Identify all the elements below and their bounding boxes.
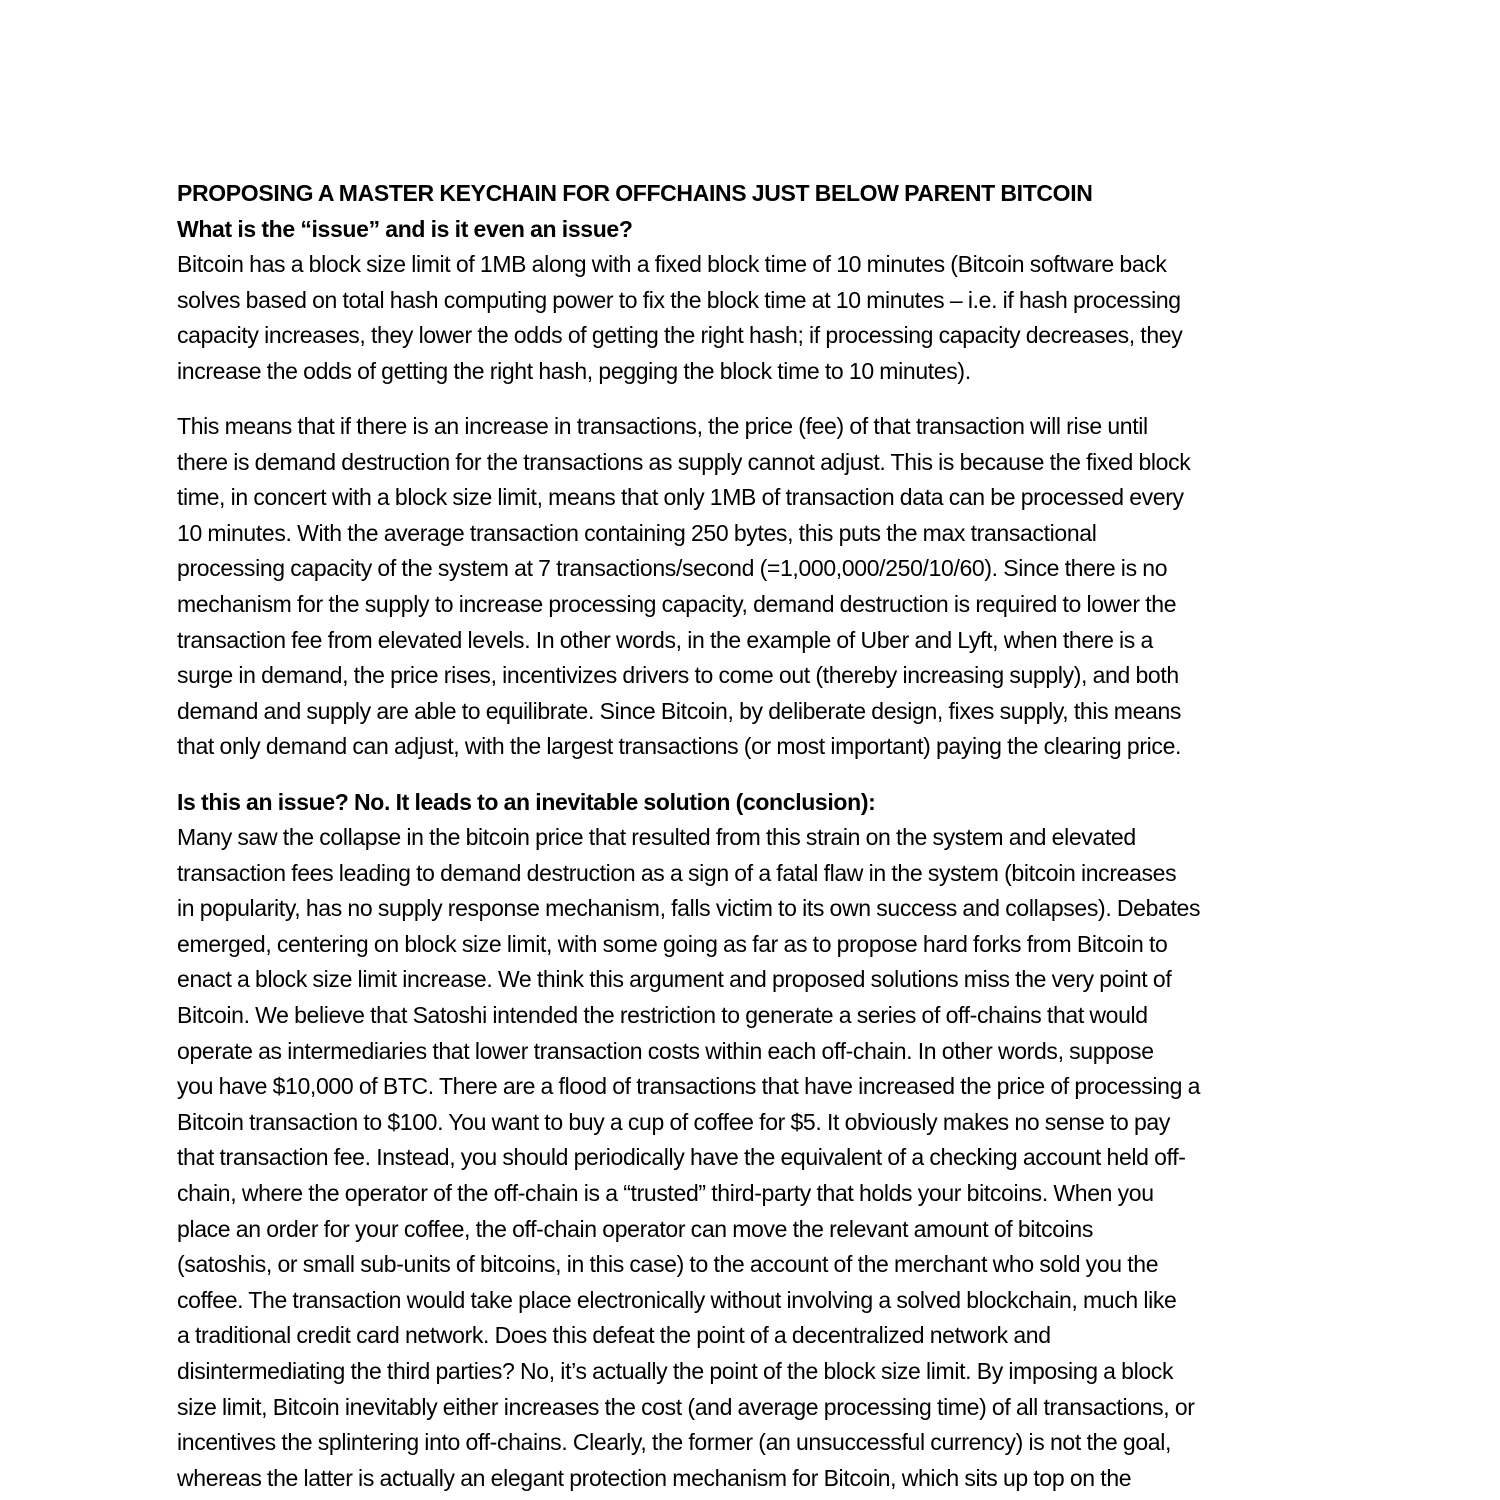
paragraph-line: transaction fee from elevated levels. In other words, in the example of Uber and Lyft, when there is a xyxy=(177,626,1153,653)
paragraph-line: that transaction fee. Instead, you should periodically have the equivalent of a checking account held off- xyxy=(177,1144,1186,1171)
paragraph-line: place an order for your coffee, the off-chain operator can move the relevant amount of bitcoins xyxy=(177,1215,1094,1242)
paragraph-line: demand and supply are able to equilibrate. Since Bitcoin, by deliberate design, fixes supply, this means xyxy=(177,697,1182,724)
paragraph-line: surge in demand, the price rises, incentivizes drivers to come out (thereby increasing supply), and both xyxy=(177,662,1179,689)
paragraph-line: you have $10,000 of BTC. There are a flood of transactions that have increased the price of processing a xyxy=(177,1073,1201,1100)
paragraph-line: Bitcoin has a block size limit of 1MB along with a fixed block time of 10 minutes (Bitcoin software back xyxy=(177,251,1167,278)
paragraph-line: incentives the splintering into off-chains. Clearly, the former (an unsuccessful currency) is not the goal, xyxy=(177,1429,1172,1456)
paragraph-line: emerged, centering on block size limit, with some going as far as to propose hard forks from Bitcoin to xyxy=(177,930,1168,957)
paragraph-line: Bitcoin transaction to $100. You want to buy a cup of coffee for $5. It obviously makes no sense to pay xyxy=(177,1108,1171,1135)
section-heading-issue: What is the “issue” and is it even an issue? xyxy=(177,215,633,242)
paragraph-line: solves based on total hash computing power to fix the block time at 10 minutes – i.e. if hash processing xyxy=(177,286,1181,313)
document-body xyxy=(177,176,1327,1500)
paragraph-line: This means that if there is an increase in transactions, the price (fee) of that transaction will rise until xyxy=(177,413,1148,440)
paragraph-line: that only demand can adjust, with the largest transactions (or most important) paying the clearing price. xyxy=(177,733,1182,760)
paragraph-line: transaction fees leading to demand destruction as a sign of a fatal flaw in the system (bitcoin increases xyxy=(177,859,1177,886)
paragraph-line: time, in concert with a block size limit, means that only 1MB of transaction data can be processed every xyxy=(177,484,1184,511)
clipped-text-line xyxy=(177,1496,1327,1500)
document-title: PROPOSING A MASTER KEYCHAIN FOR OFFCHAINS JUST BELOW PARENT BITCOIN xyxy=(177,180,1093,206)
paragraph-line: there is demand destruction for the transactions as supply cannot adjust. This is because the fixed block xyxy=(177,448,1191,475)
paragraph-line: operate as intermediaries that lower transaction costs within each off-chain. In other words, suppose xyxy=(177,1037,1154,1064)
paragraph-demand-destruction xyxy=(177,409,1327,765)
paragraph-line: mechanism for the supply to increase processing capacity, demand destruction is required to lower the xyxy=(177,591,1177,618)
paragraph-line: chain, where the operator of the off-chain is a “trusted” third-party that holds your bitcoins. When you xyxy=(177,1180,1154,1207)
paragraph-spacer xyxy=(177,765,1327,785)
paragraph-line: Many saw the collapse in the bitcoin price that resulted from this strain on the system and elevated xyxy=(177,824,1136,851)
paragraph-line: a traditional credit card network. Does this defeat the point of a decentralized network and xyxy=(177,1322,1051,1349)
paragraph-line: whereas the latter is actually an elegant protection mechanism for Bitcoin, which sits up top on the xyxy=(177,1464,1132,1491)
paragraph-line: capacity increases, they lower the odds of getting the right hash; if processing capacity decreases, they xyxy=(177,322,1183,349)
paragraph-offchains xyxy=(177,820,1327,1500)
paragraph-line: processing capacity of the system at 7 transactions/second (=1,000,000/250/10/60). Since there is no xyxy=(177,555,1168,582)
paragraph-line: coffee. The transaction would take place electronically without involving a solved blockchain, much like xyxy=(177,1286,1177,1313)
paragraph-spacer xyxy=(177,390,1327,410)
paragraph-line: size limit, Bitcoin inevitably either increases the cost (and average processing time) of all transactions, or xyxy=(177,1393,1195,1420)
paragraph-line: Bitcoin. We believe that Satoshi intended the restriction to generate a series of off-chains that would xyxy=(177,1002,1148,1029)
paragraph-line: in popularity, has no supply response mechanism, falls victim to its own success and collapses). Debates xyxy=(177,895,1201,922)
paragraph-line: increase the odds of getting the right hash, pegging the block time to 10 minutes). xyxy=(177,357,971,384)
paragraph-block-size xyxy=(177,247,1327,389)
paragraph-line: enact a block size limit increase. We think this argument and proposed solutions miss the very point of xyxy=(177,966,1172,993)
paragraph-line: (satoshis, or small sub-units of bitcoins, in this case) to the account of the merchant who sold you the xyxy=(177,1251,1159,1278)
paragraph-line: 10 minutes. With the average transaction containing 250 bytes, this puts the max transactional xyxy=(177,519,1097,546)
paragraph-line: disintermediating the third parties? No, it’s actually the point of the block size limit. By imposing a block xyxy=(177,1358,1174,1384)
section-heading-conclusion: Is this an issue? No. It leads to an inevitable solution (conclusion): xyxy=(177,788,876,815)
